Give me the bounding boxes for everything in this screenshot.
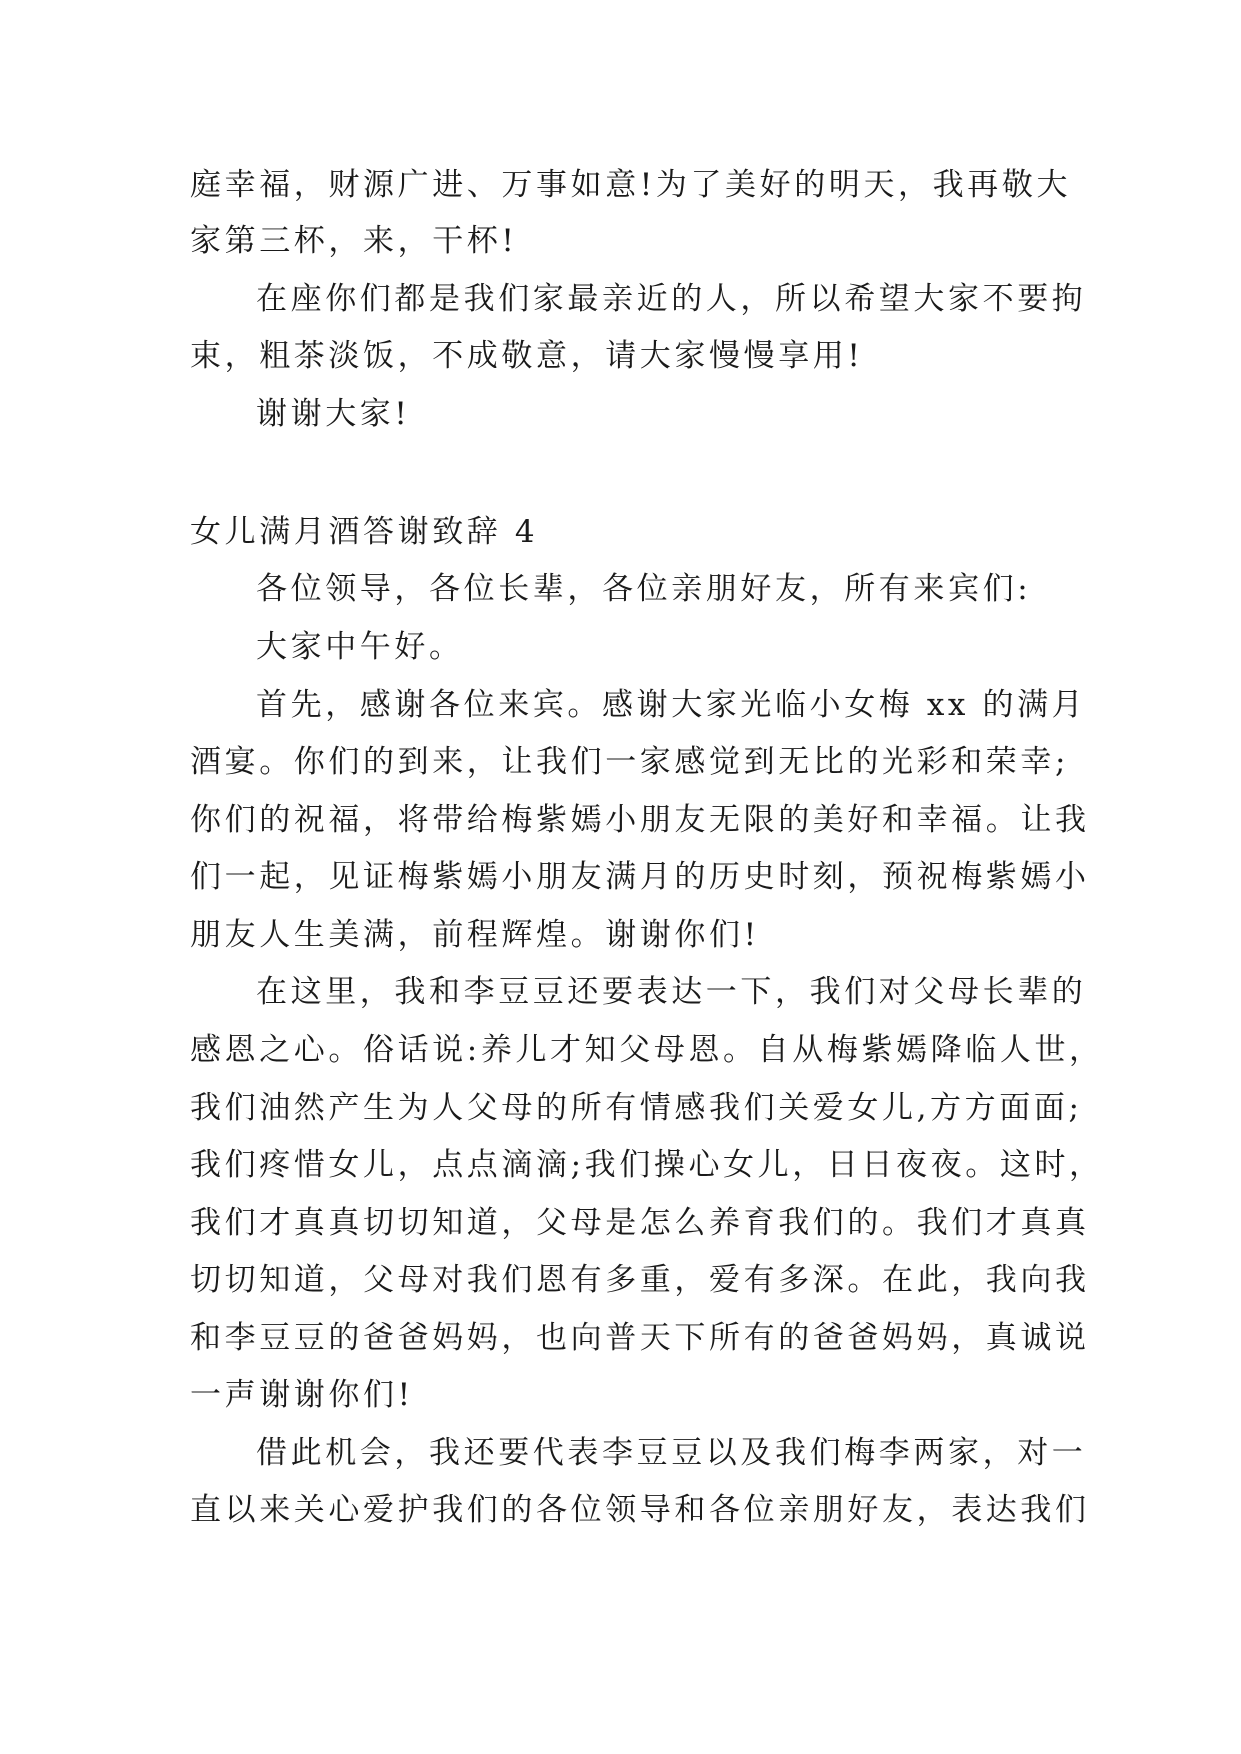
text-line: 我们才真真切切知道，父母是怎么养育我们的。我们才真真 xyxy=(190,1205,1090,1241)
text-line: 酒宴。你们的到来，让我们一家感觉到无比的光彩和荣幸; xyxy=(190,744,1070,780)
text-line: 我们油然产生为人父母的所有情感我们关爱女儿,方方面面; xyxy=(190,1090,1083,1126)
paragraph-first-line: 首先，感谢各位来宾。感谢大家光临小女梅 xx 的满月 xyxy=(256,687,1087,723)
text-line: 庭幸福，财源广进、万事如意!为了美好的明天，我再敬大 xyxy=(190,167,1072,203)
text-line: 和李豆豆的爸爸妈妈，也向普天下所有的爸爸妈妈，真诚说 xyxy=(190,1320,1090,1356)
paragraph-first-line: 在座你们都是我们家最亲近的人，所以希望大家不要拘 xyxy=(256,281,1087,317)
text-line: 我们疼惜女儿，点点滴滴;我们操心女儿，日日夜夜。这时， xyxy=(190,1147,1104,1183)
text-line: 束，粗茶淡饭，不成敬意，请大家慢慢享用! xyxy=(190,338,864,374)
text-line: 家第三杯，来，干杯! xyxy=(190,223,518,259)
paragraph-first-line: 借此机会，我还要代表李豆豆以及我们梅李两家，对一 xyxy=(256,1435,1087,1471)
text-line: 们一起，见证梅紫嫣小朋友满月的历史时刻，预祝梅紫嫣小 xyxy=(190,859,1090,895)
text-line: 一声谢谢你们! xyxy=(190,1377,414,1413)
paragraph-first-line: 在这里，我和李豆豆还要表达一下，我们对父母长辈的 xyxy=(256,974,1087,1010)
greeting: 大家中午好。 xyxy=(256,629,464,665)
text-line: 你们的祝福，将带给梅紫嫣小朋友无限的美好和幸福。让我 xyxy=(190,802,1090,838)
text-line: 切切知道，父母对我们恩有多重，爱有多深。在此，我向我 xyxy=(190,1262,1090,1298)
section-heading: 女儿满月酒答谢致辞 4 xyxy=(190,514,539,550)
text-line: 朋友人生美满，前程辉煌。谢谢你们! xyxy=(190,917,760,953)
text-line: 感恩之心。俗话说:养儿才知父母恩。自从梅紫嫣降临人世， xyxy=(190,1032,1104,1068)
text-line: 直以来关心爱护我们的各位领导和各位亲朋好友，表达我们 xyxy=(190,1492,1090,1528)
salutation: 各位领导，各位长辈，各位亲朋好友，所有来宾们: xyxy=(256,571,1032,607)
closing-line: 谢谢大家! xyxy=(256,396,411,432)
